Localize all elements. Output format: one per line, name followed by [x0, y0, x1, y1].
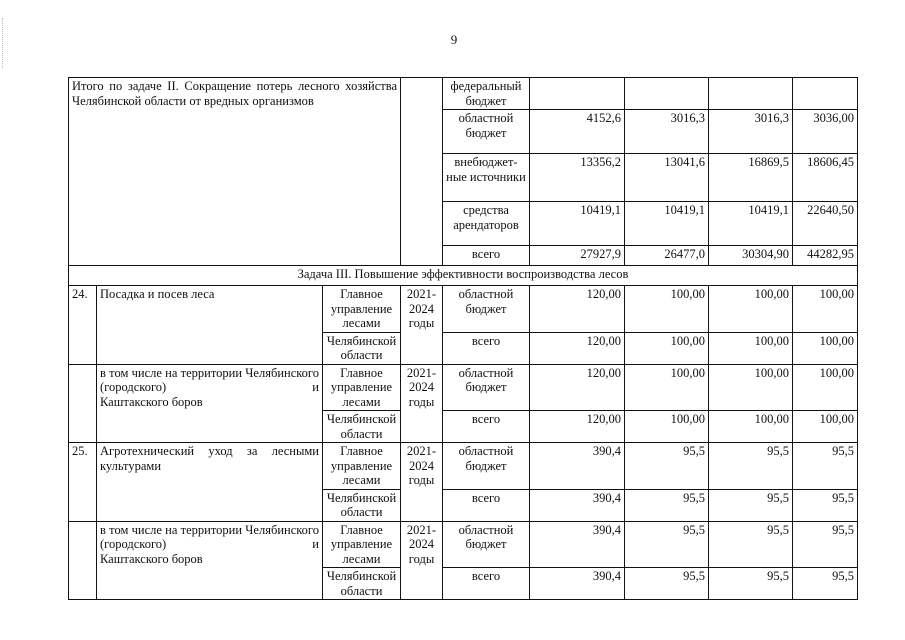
item-name-line: Каштакского боров [100, 551, 203, 566]
value-cell: 100,00 [709, 411, 793, 443]
item-name-line: в том числе на территории Челябинского (городского) и [100, 522, 319, 551]
executor-cell: Главное управление лесами [323, 521, 401, 568]
value-cell: 100,00 [625, 332, 709, 364]
value-cell: 95,5 [625, 568, 709, 600]
executor-cell: Главное управление лесами [323, 286, 401, 333]
value-cell: 95,5 [625, 521, 709, 568]
item-name-line: культурами [100, 458, 162, 473]
source-cell: областной бюджет [443, 110, 530, 154]
value-cell: 95,5 [793, 489, 858, 521]
item-name [97, 286, 323, 365]
section-header-row [69, 266, 858, 286]
value-cell: 22640,50 [793, 202, 858, 246]
value-cell: 18606,45 [793, 154, 858, 202]
period-cell: 2021-2024 годы [401, 443, 443, 522]
value-cell: 95,5 [793, 568, 858, 600]
item-name-line: Агротехнический уход за лесными [100, 444, 319, 458]
executor-cell: Челябинской области [323, 411, 401, 443]
source-cell: средства арендаторов [443, 202, 530, 246]
source-cell: всего [443, 568, 530, 600]
value-cell: 95,5 [793, 521, 858, 568]
item-name [97, 521, 323, 600]
value-cell: 95,5 [625, 489, 709, 521]
value-cell: 95,5 [625, 443, 709, 490]
item-number [69, 364, 97, 443]
value-cell: 95,5 [793, 443, 858, 490]
period-cell: 2021-2024 годы [401, 364, 443, 443]
value-cell: 30304,90 [709, 246, 793, 266]
source-cell: областной бюджет [443, 521, 530, 568]
source-cell: областной бюджет [443, 364, 530, 411]
value-cell: 100,00 [709, 286, 793, 333]
value-cell: 95,5 [709, 489, 793, 521]
scan-edge-mark [2, 18, 4, 68]
summary-title: Итого по задаче II. Сокращение потерь лесного хозяйства Челябинской области от вредных организмов [69, 78, 401, 266]
value-cell: 100,00 [793, 286, 858, 333]
item-name-line: Посадка и посев леса [100, 287, 215, 301]
value-cell: 3036,00 [793, 110, 858, 154]
executor-cell: Челябинской области [323, 568, 401, 600]
value-cell: 120,00 [530, 332, 625, 364]
source-cell: всего [443, 332, 530, 364]
value-cell: 100,00 [709, 364, 793, 411]
value-cell: 10419,1 [709, 202, 793, 246]
value-cell [793, 78, 858, 110]
value-cell: 10419,1 [625, 202, 709, 246]
value-cell: 390,4 [530, 443, 625, 490]
value-cell: 13356,2 [530, 154, 625, 202]
source-cell: всего [443, 246, 530, 266]
value-cell: 120,00 [530, 364, 625, 411]
value-cell: 100,00 [709, 332, 793, 364]
value-cell: 100,00 [793, 411, 858, 443]
item-number [69, 521, 97, 600]
item-row [69, 443, 858, 490]
value-cell: 390,4 [530, 568, 625, 600]
value-cell: 120,00 [530, 286, 625, 333]
section-header: Задача III. Повышение эффективности воспроизводства лесов [69, 266, 858, 286]
budget-table [68, 77, 858, 600]
value-cell: 100,00 [793, 332, 858, 364]
page-number: 9 [450, 32, 458, 47]
value-cell: 100,00 [625, 411, 709, 443]
item-name-line: Каштакского боров [100, 394, 203, 409]
value-cell: 44282,95 [793, 246, 858, 266]
value-cell [709, 78, 793, 110]
value-cell: 4152,6 [530, 110, 625, 154]
summary-row [69, 78, 858, 110]
value-cell: 27927,9 [530, 246, 625, 266]
source-cell: федеральный бюджет [443, 78, 530, 110]
executor-cell: Челябинской области [323, 489, 401, 521]
executor-cell: Главное управление лесами [323, 443, 401, 490]
item-row [69, 521, 858, 568]
executor-cell: Главное управление лесами [323, 364, 401, 411]
value-cell: 100,00 [625, 286, 709, 333]
value-cell: 95,5 [709, 568, 793, 600]
value-cell [625, 78, 709, 110]
value-cell: 390,4 [530, 489, 625, 521]
item-number: 25. [69, 443, 97, 522]
item-name [97, 443, 323, 522]
item-row [69, 364, 858, 411]
period-cell: 2021-2024 годы [401, 286, 443, 365]
value-cell: 390,4 [530, 521, 625, 568]
value-cell: 13041,6 [625, 154, 709, 202]
value-cell: 3016,3 [709, 110, 793, 154]
value-cell: 26477,0 [625, 246, 709, 266]
value-cell: 100,00 [793, 364, 858, 411]
source-cell: областной бюджет [443, 443, 530, 490]
value-cell: 95,5 [709, 521, 793, 568]
value-cell: 16869,5 [709, 154, 793, 202]
value-cell: 100,00 [625, 364, 709, 411]
item-name-line: в том числе на территории Челябинского (городского) и [100, 365, 319, 394]
value-cell: 95,5 [709, 443, 793, 490]
summary-empty-cell [401, 78, 443, 266]
source-cell: внебюджет-ные источники [443, 154, 530, 202]
value-cell: 10419,1 [530, 202, 625, 246]
item-number: 24. [69, 286, 97, 365]
source-cell: областной бюджет [443, 286, 530, 333]
executor-cell: Челябинской области [323, 332, 401, 364]
value-cell: 3016,3 [625, 110, 709, 154]
item-row [69, 286, 858, 333]
value-cell [530, 78, 625, 110]
source-cell: всего [443, 489, 530, 521]
item-name [97, 364, 323, 443]
source-cell: всего [443, 411, 530, 443]
value-cell: 120,00 [530, 411, 625, 443]
period-cell: 2021-2024 годы [401, 521, 443, 600]
